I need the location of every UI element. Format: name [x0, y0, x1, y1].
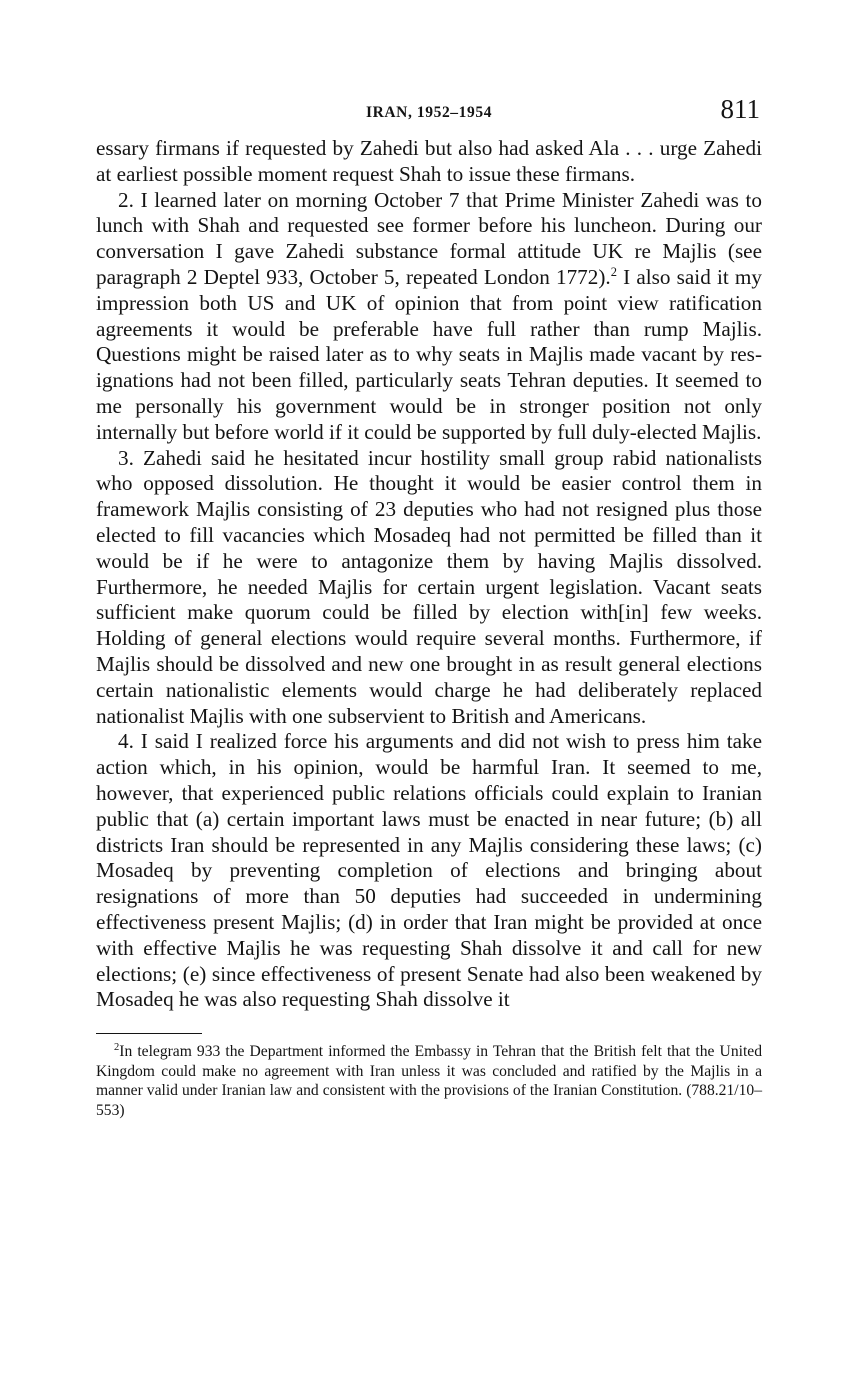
- paragraph-3: 3. Zahedi said he hesitated incur hostility small group rabid nationalists who opposed dissolution. He thought it would be easier control them in framework Majlis consisting of 23 deputies who had not resigned plus those elected to fill vacancies which Mosadeq had not permitted be filled than it would be if he were to antagonize them by having Majlis dissolved. Furthermore, he needed Majlis for certain urgent legislation. Vacant seats sufficient make quorum could be filled by election with[in] few weeks. Holding of general elections would require several months. Furthermore, if Majlis should be dissolved and new one brought in as result general elections certain nationalistic elements would charge he had deliberately replaced nationalist Majlis with one subservient to British and Americans.: [96, 445, 762, 728]
- footnote-divider: [96, 1033, 202, 1034]
- document-page: [96, 92, 762, 1120]
- page-number: 811: [720, 94, 760, 124]
- body-text: [96, 136, 762, 1013]
- footnote-reference[interactable]: 2: [610, 264, 617, 279]
- paragraph-4: 4. I said I realized force his arguments and did not wish to press him take action which, in his opinion, would be harmful Iran. It seemed to me, however, that experienced public relations officials could explain to Iranian public that (a) certain important laws must be enacted in near future; (b) all districts Iran should be represented in any Majlis considering these laws; (c) Mosadeq by preventing completion of elections and bringing about resignations of more than 50 deputies had succeeded in undermining effectiveness present Majlis; (d) in order that Iran might be provided at once with effective Majlis he was requesting Shah dissolve it and call for new elections; (e) since effectiveness of present Senate had also been weakened by Mosadeq he was also requesting Shah dissolve it: [96, 729, 762, 1012]
- running-head: IRAN, 1952–1954: [365, 104, 493, 121]
- paragraph-continuation: essary firmans if requested by Zahedi but also had asked Ala . . . urge Zahedi at earliest possible moment request Shah to issue these firmans.: [96, 136, 762, 186]
- paragraph-2: [96, 188, 762, 446]
- footnote-text: In telegram 933 the Department informed the Embassy in Tehran that the British felt that the United Kingdom could make no agreement with Iran unless it was concluded and ratified by the Majlis in a manner valid under Iranian law and consistent with the provisions of the Iranian Constitution. (788.21/10–553): [96, 1043, 762, 1119]
- paragraph-2-part-2: I also said it my impression both US and UK of opinion that from point view ratification agreements it would be preferable have full rather than rump Majlis. Questions might be raised later as to why seats in Majlis made vacant by resignations had not been filled, particularly seats Tehran deputies. It seemed to me personally his government would be in stronger position not only internally but before world if it could be supported by full duly-elected Majlis.: [96, 264, 762, 444]
- paragraph-2-part-1: 2. I learned later on morning October 7 that Prime Minister Zahedi was to lunch with Shah and requested see former before his luncheon. During our conversation I gave Zahedi substance formal attitude UK re Majlis (see paragraph 2 Deptel 933, October 5, repeated London 1772).: [96, 187, 762, 289]
- footnote: [96, 1042, 762, 1120]
- footnote-marker: 2: [114, 1041, 120, 1053]
- page-header: [96, 92, 762, 136]
